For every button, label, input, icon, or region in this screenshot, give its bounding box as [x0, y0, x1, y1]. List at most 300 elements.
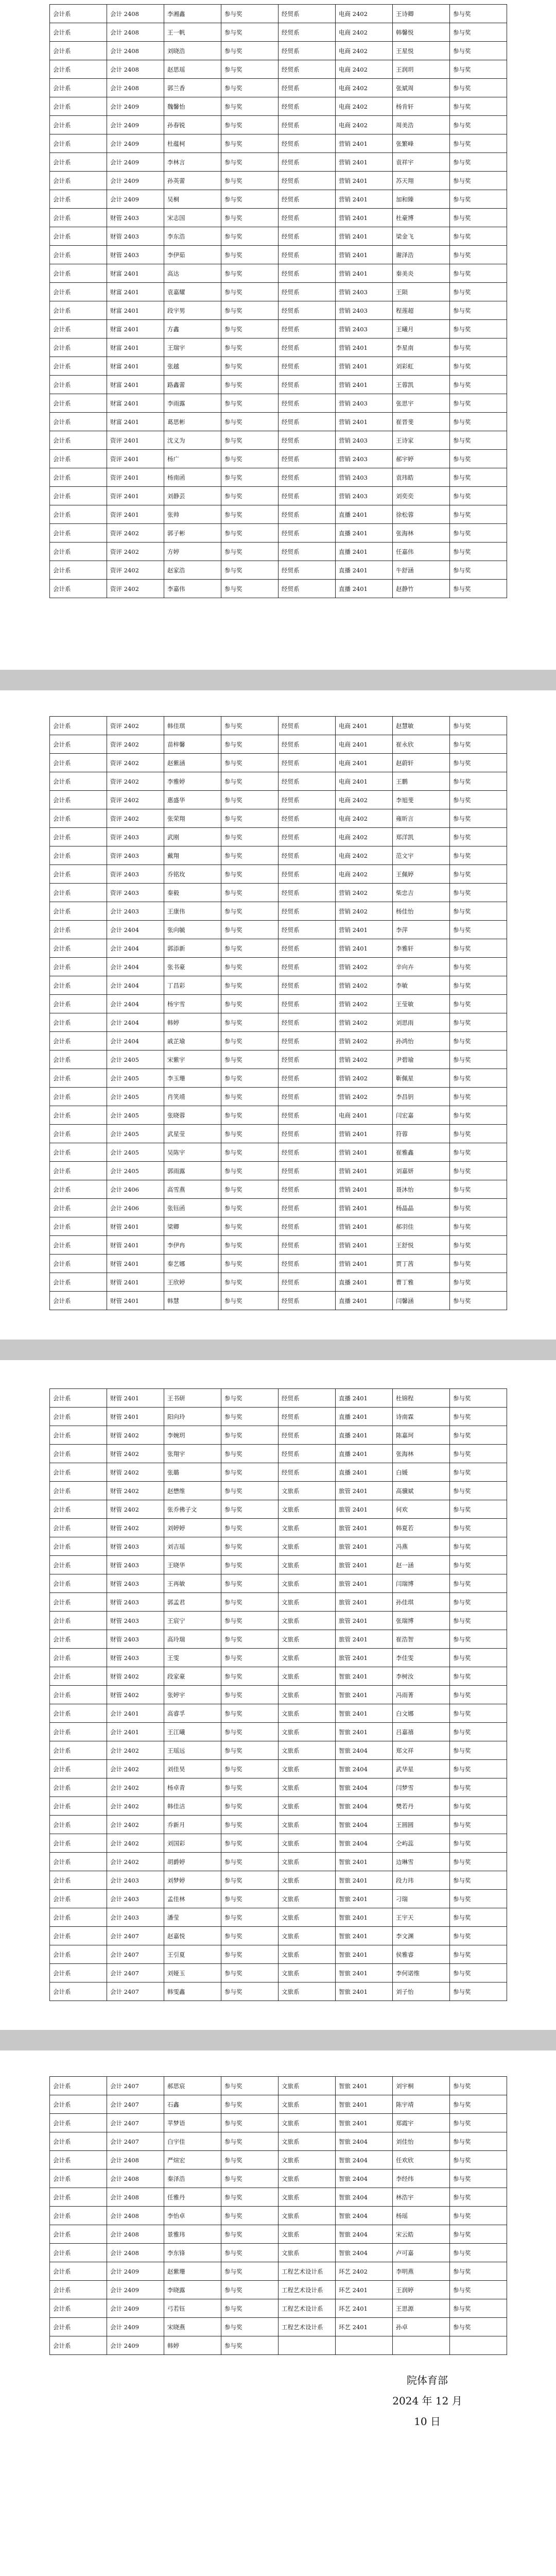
name-cell: 王引夏	[164, 1945, 221, 1964]
class-cell: 营销 2402	[336, 902, 393, 921]
name-cell: 宋晓燕	[164, 2318, 221, 2336]
award-cell: 参与奖	[221, 1273, 279, 1292]
class-cell: 财管 2401	[107, 1273, 164, 1292]
name-cell: 王诗家	[393, 431, 450, 450]
table-row	[50, 60, 507, 79]
award-cell: 参与奖	[450, 227, 507, 246]
award-cell: 参与奖	[450, 717, 507, 735]
class-cell: 营销 2401	[336, 357, 393, 376]
dept-cell: 会计系	[50, 1273, 107, 1292]
dept-cell: 文旅系	[279, 1649, 336, 1667]
page-gap-3	[0, 2030, 556, 2050]
award-cell: 参与奖	[450, 1797, 507, 1816]
dept-cell: 经贸系	[279, 209, 336, 227]
award-cell: 参与奖	[450, 301, 507, 320]
dept-cell: 会计系	[50, 487, 107, 505]
dept-cell: 经贸系	[279, 1143, 336, 1162]
name-cell: 丁昌彩	[164, 976, 221, 995]
class-cell: 营销 2403	[336, 283, 393, 301]
award-cell: 参与奖	[450, 1125, 507, 1143]
dept-cell: 会计系	[50, 394, 107, 413]
class-cell: 会计 2406	[107, 1199, 164, 1217]
dept-cell: 经贸系	[279, 116, 336, 134]
dept-cell: 文旅系	[279, 1982, 336, 2001]
dept-cell: 文旅系	[279, 1760, 336, 1778]
award-cell: 参与奖	[221, 450, 279, 468]
table-row	[50, 1760, 507, 1778]
dept-cell: 会计系	[50, 717, 107, 735]
class-cell: 旅管 2401	[336, 1537, 393, 1556]
class-cell: 会计 2405	[107, 1125, 164, 1143]
award-cell: 参与奖	[221, 1760, 279, 1778]
table-row	[50, 468, 507, 487]
dept-cell: 经贸系	[279, 97, 336, 116]
award-cell: 参与奖	[450, 1537, 507, 1556]
class-cell: 财富 2401	[107, 413, 164, 431]
name-cell: 郭孟君	[164, 1593, 221, 1612]
award-cell: 参与奖	[450, 1069, 507, 1088]
dept-cell: 经贸系	[279, 865, 336, 884]
award-cell: 参与奖	[221, 1143, 279, 1162]
name-cell: 李雅轩	[393, 939, 450, 958]
name-cell: 赵静竹	[393, 580, 450, 598]
dept-cell: 会计系	[50, 283, 107, 301]
dept-cell: 会计系	[50, 902, 107, 921]
table-row	[50, 2299, 507, 2318]
class-cell: 营销 2403	[336, 450, 393, 468]
dept-cell: 会计系	[50, 338, 107, 357]
dept-cell: 会计系	[50, 1199, 107, 1217]
name-cell: 加和臻	[393, 190, 450, 209]
table-row	[50, 1593, 507, 1612]
dept-cell: 会计系	[50, 561, 107, 580]
dept-cell: 会计系	[50, 1741, 107, 1760]
name-cell: 李敏	[393, 976, 450, 995]
dept-cell: 经贸系	[279, 1463, 336, 1482]
name-cell: 陈嘉珂	[393, 1426, 450, 1445]
name-cell: 李明燕	[393, 2262, 450, 2281]
class-cell: 会计 2402	[107, 1797, 164, 1816]
dept-cell: 经贸系	[279, 301, 336, 320]
class-cell: 营销 2401	[336, 1217, 393, 1236]
name-cell: 李伊冉	[164, 1236, 221, 1255]
dept-cell: 会计系	[50, 1871, 107, 1890]
dept-cell: 经贸系	[279, 717, 336, 735]
name-cell: 惠盛华	[164, 791, 221, 809]
name-cell: 杨晶晶	[393, 1199, 450, 1217]
name-cell: 肖笑靖	[164, 1088, 221, 1106]
name-cell: 刘吉瑶	[164, 1537, 221, 1556]
dept-cell: 会计系	[50, 1236, 107, 1255]
class-cell	[336, 2336, 393, 2355]
table-row	[50, 172, 507, 190]
dept-cell: 文旅系	[279, 1519, 336, 1537]
dept-cell: 经贸系	[279, 1217, 336, 1236]
name-cell: 李晓露	[164, 2281, 221, 2299]
name-cell: 韩婷	[164, 2336, 221, 2355]
dept-cell: 会计系	[50, 1723, 107, 1741]
class-cell: 营销 2401	[336, 921, 393, 939]
name-cell: 李经纬	[393, 2170, 450, 2188]
class-cell: 会计 2405	[107, 1106, 164, 1125]
name-cell: 王润婷	[393, 2281, 450, 2299]
award-cell: 参与奖	[221, 2170, 279, 2188]
name-cell: 王莹敏	[393, 995, 450, 1013]
award-cell: 参与奖	[450, 561, 507, 580]
table-row	[50, 1255, 507, 1273]
name-cell: 王舒悦	[393, 1236, 450, 1255]
award-cell: 参与奖	[450, 921, 507, 939]
table-row	[50, 2132, 507, 2151]
award-cell: 参与奖	[450, 1741, 507, 1760]
award-cell: 参与奖	[221, 1500, 279, 1519]
class-cell: 财富 2401	[107, 357, 164, 376]
dept-cell: 经贸系	[279, 79, 336, 97]
award-cell: 参与奖	[221, 2077, 279, 2095]
name-cell: 孙鸿怡	[393, 1032, 450, 1050]
class-cell: 直播 2401	[336, 580, 393, 598]
name-cell: 杨卓青	[164, 1778, 221, 1797]
award-cell: 参与奖	[221, 1125, 279, 1143]
name-cell: 郭雨露	[164, 1162, 221, 1180]
class-cell: 智旅 2404	[336, 2170, 393, 2188]
class-cell: 资评 2402	[107, 524, 164, 543]
name-cell: 李伊茹	[164, 246, 221, 264]
award-cell: 参与奖	[450, 209, 507, 227]
award-cell: 参与奖	[221, 2318, 279, 2336]
table-row	[50, 1106, 507, 1125]
dept-cell: 会计系	[50, 357, 107, 376]
dept-cell: 文旅系	[279, 1908, 336, 1927]
dept-cell: 经贸系	[279, 735, 336, 754]
name-cell: 赵一涵	[393, 1556, 450, 1574]
dept-cell: 经贸系	[279, 921, 336, 939]
award-cell: 参与奖	[450, 487, 507, 505]
award-cell: 参与奖	[221, 2151, 279, 2170]
class-cell: 会计 2408	[107, 2244, 164, 2262]
name-cell: 郑文祥	[393, 1741, 450, 1760]
dept-cell: 会计系	[50, 1389, 107, 1408]
name-cell: 苗梓馨	[164, 735, 221, 754]
name-cell: 刘宇桐	[393, 2077, 450, 2095]
table-row	[50, 357, 507, 376]
award-cell: 参与奖	[221, 2281, 279, 2299]
class-cell: 智旅 2401	[336, 1908, 393, 1927]
award-cell: 参与奖	[450, 1816, 507, 1834]
award-cell: 参与奖	[450, 1908, 507, 1927]
name-cell: 郝思宸	[164, 2077, 221, 2095]
class-cell: 财管 2403	[107, 1537, 164, 1556]
name-cell: 杨宇雪	[164, 995, 221, 1013]
award-cell: 参与奖	[450, 884, 507, 902]
class-cell: 会计 2407	[107, 2077, 164, 2095]
dept-cell: 经贸系	[279, 902, 336, 921]
award-cell: 参与奖	[221, 2299, 279, 2318]
name-cell: 方鑫	[164, 320, 221, 338]
award-cell: 参与奖	[221, 1408, 279, 1426]
award-cell: 参与奖	[221, 97, 279, 116]
award-cell: 参与奖	[450, 1180, 507, 1199]
award-cell: 参与奖	[450, 1050, 507, 1069]
award-cell: 参与奖	[450, 580, 507, 598]
name-cell: 张晓蓉	[164, 1106, 221, 1125]
table-row	[50, 1667, 507, 1686]
award-cell: 参与奖	[450, 828, 507, 846]
dept-cell: 会计系	[50, 2225, 107, 2244]
table-row	[50, 301, 507, 320]
dept-cell: 文旅系	[279, 1778, 336, 1797]
class-cell: 资评 2403	[107, 828, 164, 846]
class-cell: 环艺 2401	[336, 2318, 393, 2336]
award-cell: 参与奖	[221, 1667, 279, 1686]
class-cell: 会计 2402	[107, 1834, 164, 1853]
award-cell: 参与奖	[450, 2281, 507, 2299]
award-cell: 参与奖	[450, 450, 507, 468]
dept-cell: 会计系	[50, 846, 107, 865]
class-cell: 营销 2403	[336, 431, 393, 450]
dept-cell: 经贸系	[279, 1069, 336, 1088]
award-cell: 参与奖	[221, 1463, 279, 1482]
dept-cell: 会计系	[50, 468, 107, 487]
dept-cell: 会计系	[50, 301, 107, 320]
class-cell: 直播 2401	[336, 1292, 393, 1310]
name-cell: 王陨	[393, 283, 450, 301]
class-cell: 营销 2402	[336, 1069, 393, 1088]
table-row	[50, 1445, 507, 1463]
table-row	[50, 1871, 507, 1890]
name-cell: 贾丁茜	[393, 1255, 450, 1273]
dept-cell: 会计系	[50, 1816, 107, 1834]
table-row	[50, 561, 507, 580]
award-cell: 参与奖	[221, 524, 279, 543]
table-row	[50, 283, 507, 301]
award-cell: 参与奖	[450, 264, 507, 283]
award-cell: 参与奖	[221, 580, 279, 598]
class-cell: 营销 2402	[336, 1032, 393, 1050]
award-cell: 参与奖	[450, 865, 507, 884]
dept-cell: 文旅系	[279, 1500, 336, 1519]
name-cell: 高雪燕	[164, 1180, 221, 1199]
award-cell: 参与奖	[221, 2132, 279, 2151]
name-cell: 白宇佳	[164, 2132, 221, 2151]
class-cell: 智旅 2404	[336, 2244, 393, 2262]
class-cell: 旅管 2401	[336, 1574, 393, 1593]
table-row	[50, 2281, 507, 2299]
award-cell: 参与奖	[450, 1106, 507, 1125]
name-cell: 张书豪	[164, 958, 221, 976]
name-cell: 李林言	[164, 153, 221, 172]
dept-cell: 会计系	[50, 1032, 107, 1050]
class-cell: 营销 2401	[336, 190, 393, 209]
name-cell: 孟佳林	[164, 1890, 221, 1908]
class-cell: 会计 2402	[107, 1778, 164, 1797]
award-cell: 参与奖	[221, 468, 279, 487]
name-cell: 吴陈宇	[164, 1143, 221, 1162]
award-cell: 参与奖	[450, 1088, 507, 1106]
name-cell: 诗南霖	[393, 1408, 450, 1426]
class-cell: 营销 2401	[336, 1236, 393, 1255]
class-cell: 营销 2402	[336, 1013, 393, 1032]
class-cell: 电商 2402	[336, 865, 393, 884]
dept-cell: 会计系	[50, 320, 107, 338]
class-cell: 会计 2405	[107, 1088, 164, 1106]
award-cell: 参与奖	[450, 2095, 507, 2114]
name-cell: 刘晓浩	[164, 42, 221, 60]
award-cell: 参与奖	[221, 902, 279, 921]
award-cell: 参与奖	[450, 1445, 507, 1463]
dept-cell: 经贸系	[279, 1236, 336, 1255]
name-cell: 陈宇靖	[393, 2095, 450, 2114]
class-cell: 会计 2408	[107, 79, 164, 97]
class-cell: 会计 2409	[107, 2336, 164, 2355]
award-cell: 参与奖	[450, 524, 507, 543]
class-cell: 财管 2403	[107, 1593, 164, 1612]
table-row	[50, 2188, 507, 2207]
award-cell: 参与奖	[221, 1106, 279, 1125]
award-cell: 参与奖	[450, 1630, 507, 1649]
dept-cell: 文旅系	[279, 1890, 336, 1908]
name-cell: 何欢	[393, 1500, 450, 1519]
class-cell: 会计 2409	[107, 134, 164, 153]
award-cell: 参与奖	[221, 2095, 279, 2114]
class-cell: 智旅 2404	[336, 1834, 393, 1853]
name-cell: 张越	[164, 357, 221, 376]
class-cell: 直播 2401	[336, 1408, 393, 1426]
dept-cell: 经贸系	[279, 431, 336, 450]
award-cell: 参与奖	[221, 394, 279, 413]
dept-cell: 经贸系	[279, 320, 336, 338]
name-cell: 王佩婷	[393, 865, 450, 884]
name-cell: 刘彩虹	[393, 357, 450, 376]
dept-cell: 工程艺术设计系	[279, 2318, 336, 2336]
name-cell: 樊若丹	[393, 1797, 450, 1816]
dept-cell: 工程艺术设计系	[279, 2281, 336, 2299]
dept-cell: 经贸系	[279, 995, 336, 1013]
dept-cell: 经贸系	[279, 1426, 336, 1445]
class-cell: 营销 2403	[336, 320, 393, 338]
class-cell: 财管 2403	[107, 1574, 164, 1593]
class-cell: 旅管 2401	[336, 1500, 393, 1519]
class-cell: 环艺 2401	[336, 2299, 393, 2318]
award-cell: 参与奖	[450, 543, 507, 561]
award-cell: 参与奖	[450, 2262, 507, 2281]
name-cell: 吕嘉禧	[393, 1723, 450, 1741]
name-cell: 阳向玲	[164, 1408, 221, 1426]
name-cell: 弓若钰	[164, 2299, 221, 2318]
award-cell: 参与奖	[221, 153, 279, 172]
name-cell: 杜蕴柯	[164, 134, 221, 153]
class-cell: 资评 2402	[107, 735, 164, 754]
class-cell: 资评 2402	[107, 543, 164, 561]
award-cell: 参与奖	[450, 902, 507, 921]
table-row	[50, 1890, 507, 1908]
dept-cell: 会计系	[50, 1217, 107, 1236]
name-cell: 严煊宏	[164, 2151, 221, 2170]
class-cell: 会计 2409	[107, 153, 164, 172]
award-cell: 参与奖	[450, 1162, 507, 1180]
name-cell: 韩佳琪	[164, 717, 221, 735]
class-cell: 直播 2401	[336, 1445, 393, 1463]
award-cell: 参与奖	[450, 246, 507, 264]
name-cell: 刘梦婷	[164, 1871, 221, 1890]
table-row	[50, 1574, 507, 1593]
dept-cell: 经贸系	[279, 505, 336, 524]
class-cell: 财富 2401	[107, 320, 164, 338]
name-cell: 王润玥	[393, 60, 450, 79]
name-cell: 路鑫蕾	[164, 376, 221, 394]
name-cell: 高睿孚	[164, 1704, 221, 1723]
name-cell: 李怡卓	[164, 2207, 221, 2225]
class-cell: 财管 2401	[107, 1389, 164, 1408]
dept-cell: 会计系	[50, 1162, 107, 1180]
table-row	[50, 846, 507, 865]
name-cell: 高骥斌	[393, 1482, 450, 1500]
class-cell: 智旅 2401	[336, 1686, 393, 1704]
dept-cell: 文旅系	[279, 1741, 336, 1760]
name-cell: 杨瑶	[393, 2207, 450, 2225]
dept-cell: 会计系	[50, 209, 107, 227]
class-cell: 财管 2403	[107, 227, 164, 246]
name-cell: 王康伟	[164, 902, 221, 921]
table-row	[50, 2114, 507, 2132]
award-cell: 参与奖	[221, 5, 279, 23]
award-cell: 参与奖	[221, 283, 279, 301]
class-cell: 电商 2402	[336, 60, 393, 79]
name-cell: 符蓉	[393, 1125, 450, 1143]
name-cell: 戴翔	[164, 846, 221, 865]
dept-cell: 经贸系	[279, 246, 336, 264]
table-row	[50, 116, 507, 134]
table-row	[50, 487, 507, 505]
class-cell: 资评 2402	[107, 809, 164, 828]
award-cell: 参与奖	[450, 357, 507, 376]
award-cell: 参与奖	[221, 1834, 279, 1853]
award-cell: 参与奖	[450, 1500, 507, 1519]
name-cell: 张斌周	[393, 79, 450, 97]
award-cell: 参与奖	[221, 1088, 279, 1106]
name-cell: 段力玮	[393, 1871, 450, 1890]
name-cell: 刘佳怡	[393, 2132, 450, 2151]
dept-cell: 会计系	[50, 1982, 107, 2001]
class-cell: 会计 2409	[107, 116, 164, 134]
dept-cell: 文旅系	[279, 1630, 336, 1649]
award-cell: 参与奖	[221, 865, 279, 884]
name-cell: 张思宇	[393, 394, 450, 413]
award-cell: 参与奖	[450, 1574, 507, 1593]
dept-cell: 经贸系	[279, 153, 336, 172]
award-cell: 参与奖	[450, 42, 507, 60]
dept-cell	[279, 2336, 336, 2355]
dept-cell: 会计系	[50, 505, 107, 524]
class-cell: 电商 2402	[336, 791, 393, 809]
name-cell: 谢泽浩	[393, 246, 450, 264]
name-cell: 孙卓	[393, 2318, 450, 2336]
class-cell: 财管 2401	[107, 1236, 164, 1255]
name-cell: 刘娅玉	[164, 1964, 221, 1982]
class-cell: 财管 2401	[107, 1217, 164, 1236]
class-cell: 电商 2401	[336, 717, 393, 735]
class-cell: 营销 2401	[336, 227, 393, 246]
class-cell: 资评 2403	[107, 865, 164, 884]
award-cell: 参与奖	[221, 1050, 279, 1069]
dept-cell: 经贸系	[279, 1125, 336, 1143]
class-cell: 会计 2401	[107, 1704, 164, 1723]
class-cell: 财管 2402	[107, 1686, 164, 1704]
table-row	[50, 79, 507, 97]
dept-cell: 经贸系	[279, 338, 336, 357]
name-cell: 王宸宁	[164, 1612, 221, 1630]
dept-cell: 经贸系	[279, 791, 336, 809]
